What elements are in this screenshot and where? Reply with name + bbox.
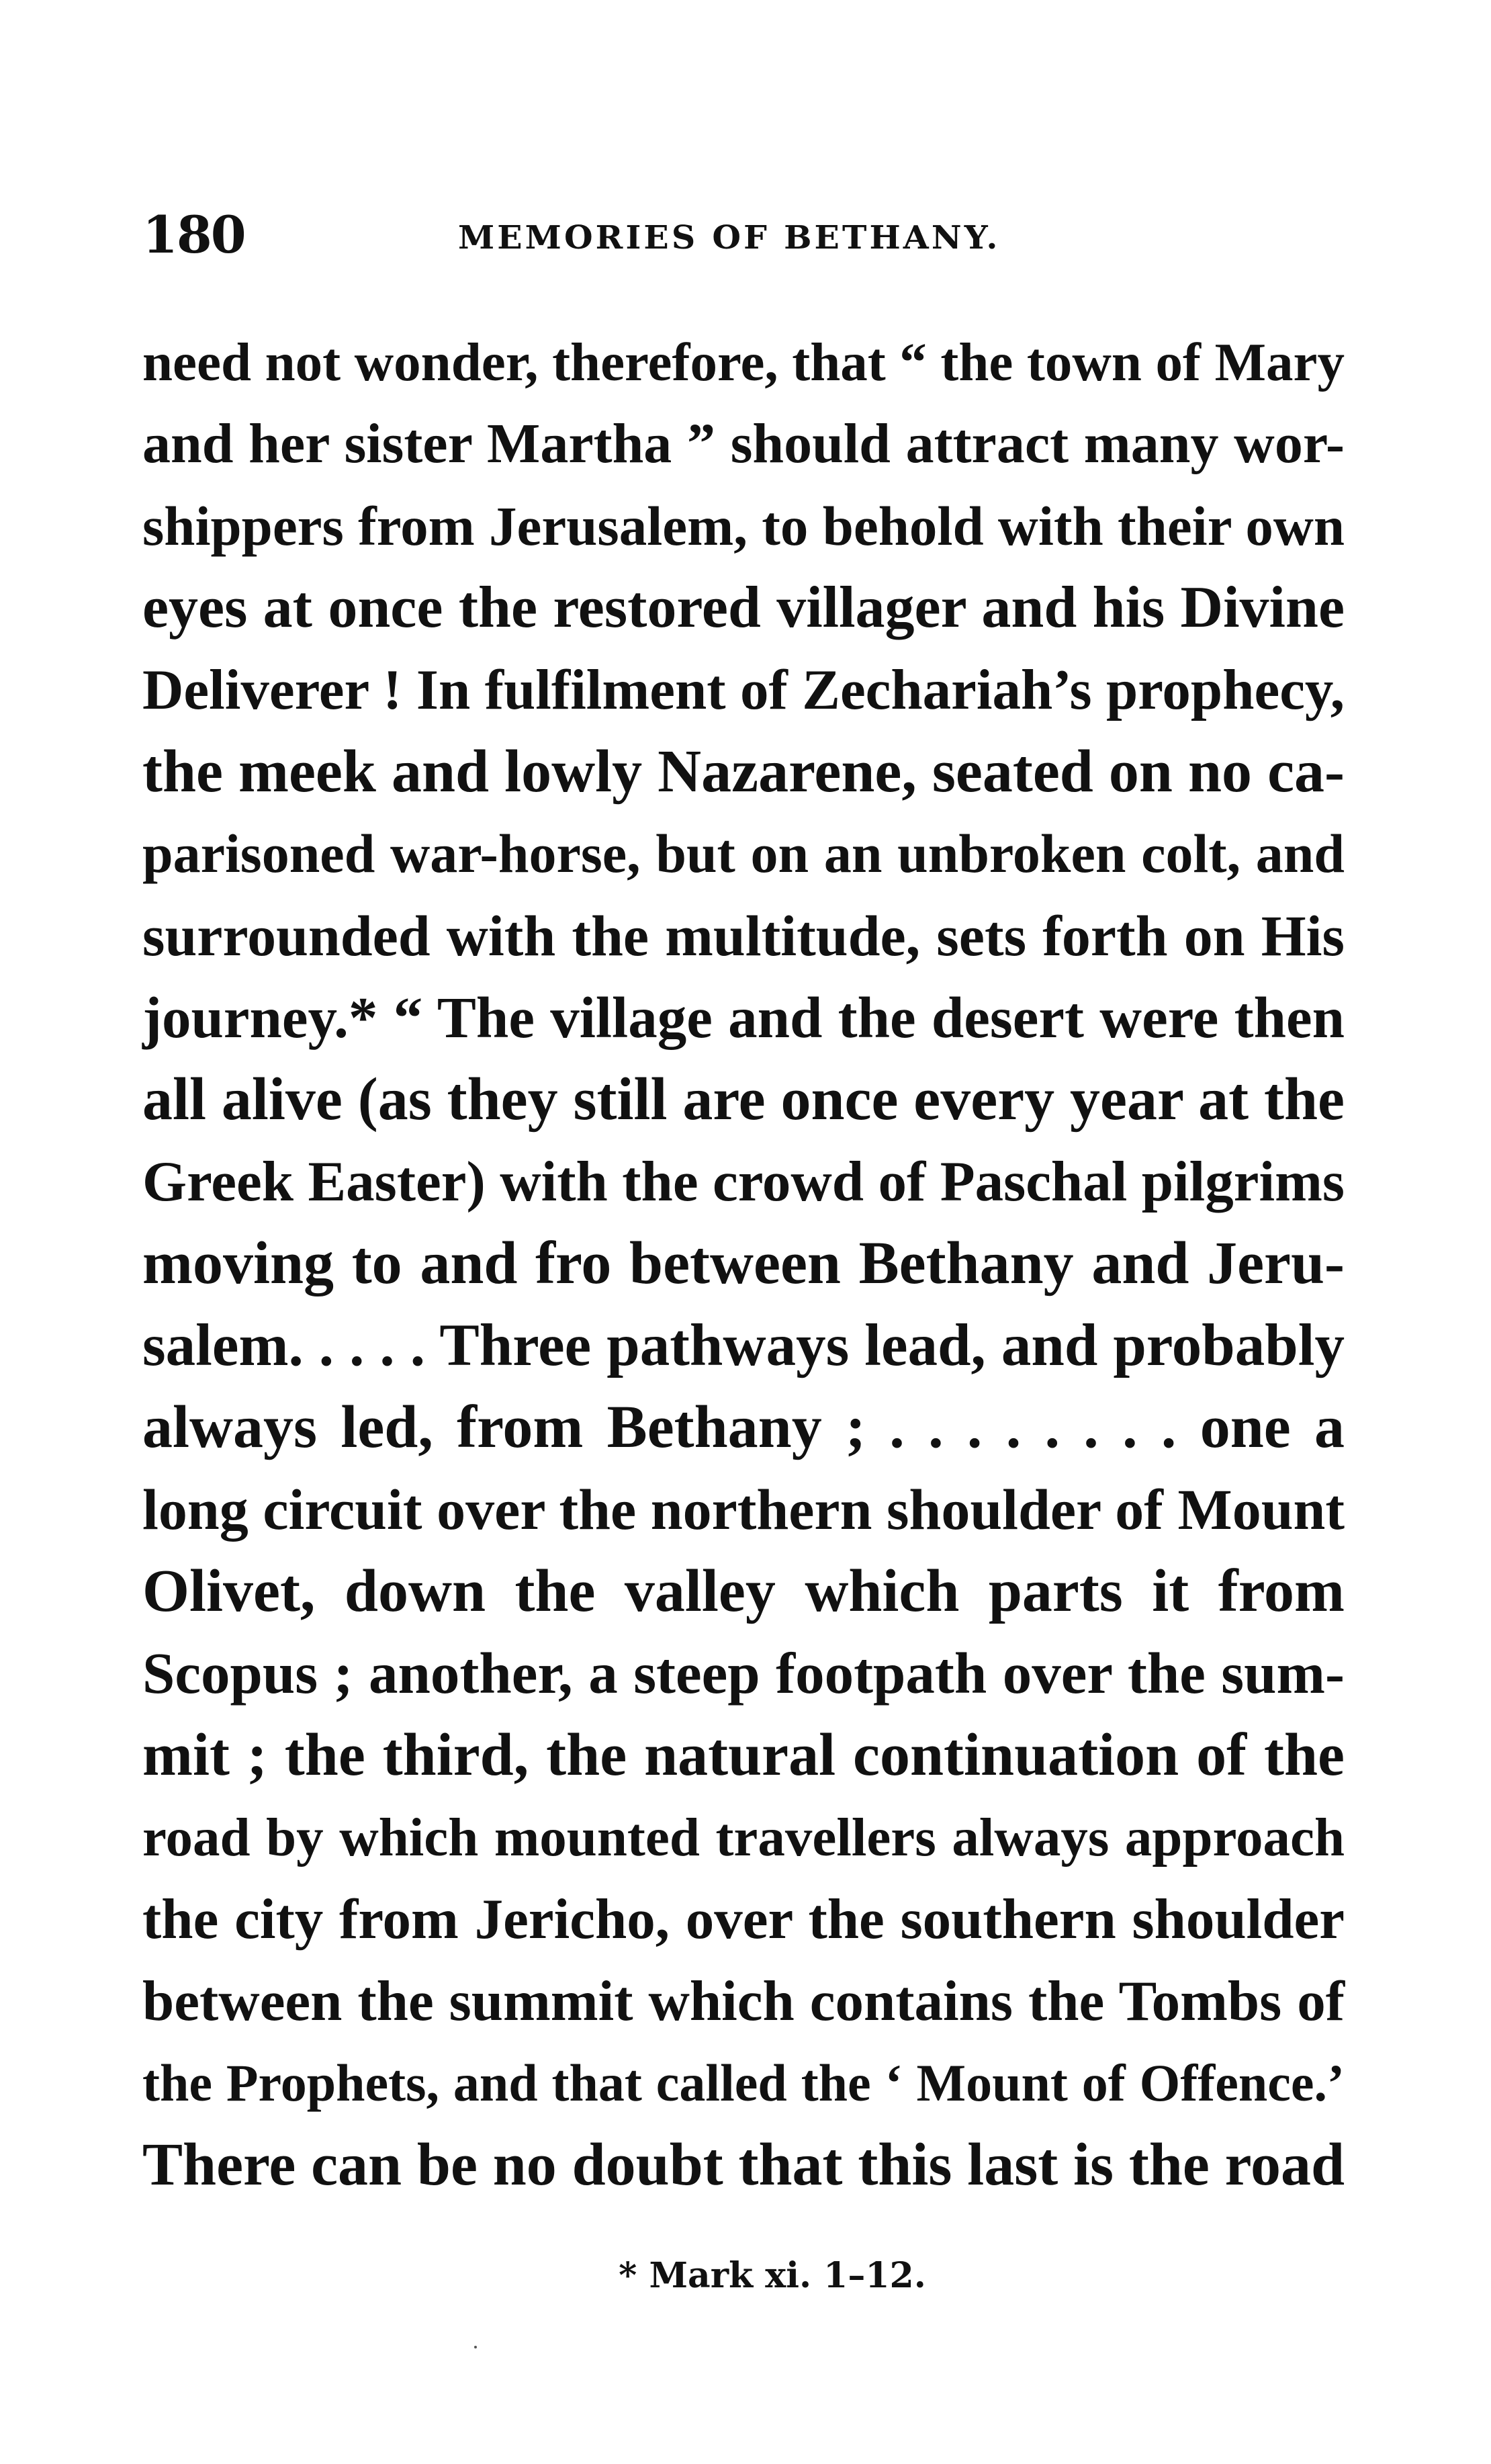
text-line: Scopus ; another, a steep footpath over the sum- [142, 1640, 1345, 1706]
text-line: shippers from Jerusalem, to behold with their own [142, 495, 1345, 557]
text-line: mit ; the third, the natural continuation of the [142, 1722, 1345, 1788]
text-line: road by which mounted travellers always approach [142, 1807, 1345, 1867]
text-line: salem. . . . . Three pathways lead, and probably [142, 1313, 1345, 1378]
page-header [142, 202, 1351, 275]
text-line: There can be no doubt that this last is the road [142, 2131, 1345, 2198]
text-line: eyes at once the restored villager and his Divine [142, 575, 1345, 640]
text-line: the meek and lowly Nazarene, seated on no ca- [142, 738, 1345, 805]
text-line: the city from Jericho, over the southern shoulder [142, 1888, 1345, 1951]
text-line: Olivet, down the valley which parts it from [142, 1558, 1345, 1624]
page-number: 180 [142, 205, 245, 265]
running-title: MEMORIES OF BETHANY. [458, 219, 1001, 257]
text-line: moving to and fro between Bethany and Jeru- [142, 1230, 1345, 1296]
text-line: long circuit over the northern shoulder of Mount [142, 1477, 1345, 1542]
text-line: and her sister Martha ” should attract many wor- [142, 412, 1345, 475]
text-line: all alive (as they still are once every year at the [142, 1066, 1345, 1133]
text-line: need not wonder, therefore, that “ the town of Mary [142, 332, 1345, 392]
text-line: surrounded with the multitude, sets forth on His [142, 904, 1345, 968]
text-line: parisoned war-horse, but on an unbroken colt, and [142, 823, 1345, 884]
text-line: Deliverer ! In fulfilment of Zechariah’s prophecy, [142, 658, 1345, 721]
text-line: journey.* “ The village and the desert were then [142, 985, 1345, 1050]
text-line: always led, from Bethany ; . . . . . . . . one a [142, 1394, 1345, 1460]
ink-speck [474, 2346, 477, 2348]
text-line: Greek Easter) with the crowd of Paschal pilgrims [142, 1150, 1345, 1213]
text-line: the Prophets, and that called the ‘ Mount of Offence.’ [142, 2054, 1345, 2112]
footnote: * Mark xi. 1–12. [619, 2255, 926, 2296]
text-line: between the summit which contains the Tombs of [142, 1970, 1345, 2033]
body-text [142, 321, 1345, 2206]
